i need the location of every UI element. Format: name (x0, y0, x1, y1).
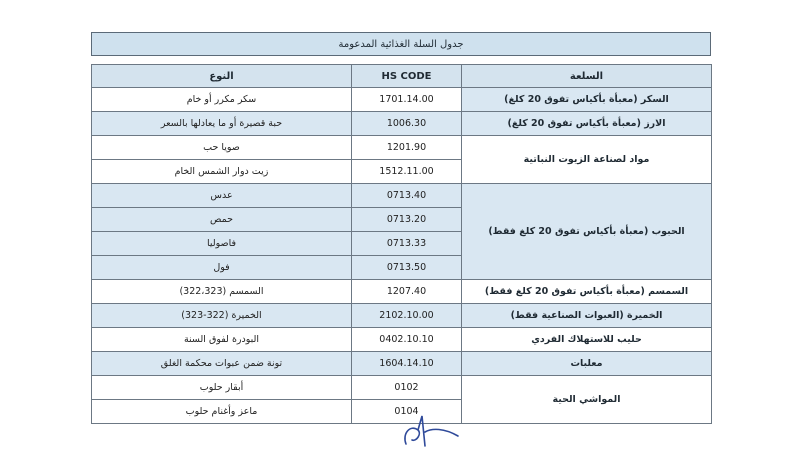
hs-cell: 0713.33 (352, 232, 462, 256)
table-row (92, 280, 712, 304)
hs-cell: 0402.10.10 (352, 328, 462, 352)
type-cell: السمسم (322،323) (92, 280, 352, 304)
item-cell: معلبات (462, 352, 712, 376)
table-row (92, 184, 712, 208)
type-cell: عدس (92, 184, 352, 208)
hs-cell: 0104 (352, 400, 462, 424)
header-item: السلعة (462, 65, 712, 88)
item-cell: مواد لصناعة الزيوت النباتية (462, 136, 712, 184)
table-row (92, 328, 712, 352)
item-cell: الارز (معبأة بأكياس تفوق 20 كلغ) (462, 112, 712, 136)
item-cell: السكر (معبأة بأكياس تفوق 20 كلغ) (462, 88, 712, 112)
item-cell: حليب للاستهلاك الفردي (462, 328, 712, 352)
item-cell: السمسم (معبأة بأكياس تفوق 20 كلغ فقط) (462, 280, 712, 304)
item-cell: الخميرة (العبوات الصناعية فقط) (462, 304, 712, 328)
header-type: النوع (92, 65, 352, 88)
hs-cell: 1207.40 (352, 280, 462, 304)
type-cell: البودرة لفوق السنة (92, 328, 352, 352)
table-row (92, 352, 712, 376)
type-cell: أبقار حلوب (92, 376, 352, 400)
hs-cell: 0713.20 (352, 208, 462, 232)
header-hs-code: HS CODE (352, 65, 462, 88)
hs-cell: 1604.14.10 (352, 352, 462, 376)
table-row (92, 112, 712, 136)
table-title: جدول السلة الغذائية المدعومة (91, 32, 711, 56)
hs-cell: 1512.11.00 (352, 160, 462, 184)
type-cell: الخميرة (322-323) (92, 304, 352, 328)
hs-cell: 2102.10.00 (352, 304, 462, 328)
hs-cell: 0102 (352, 376, 462, 400)
handwritten-signature (392, 410, 472, 450)
type-cell: فول (92, 256, 352, 280)
hs-cell: 1701.14.00 (352, 88, 462, 112)
item-cell: الحبوب (معبأة بأكياس تفوق 20 كلغ فقط) (462, 184, 712, 280)
table-row (92, 376, 712, 400)
type-cell: سكر مكرر أو خام (92, 88, 352, 112)
type-cell: تونة ضمن عبوات محكمة الغلق (92, 352, 352, 376)
hs-cell: 0713.40 (352, 184, 462, 208)
hs-cell: 1006.30 (352, 112, 462, 136)
item-cell: المواشي الحية (462, 376, 712, 424)
subsidized-food-basket-table (91, 64, 712, 424)
type-cell: فاصوليا (92, 232, 352, 256)
type-cell: ماعز وأغنام حلوب (92, 400, 352, 424)
type-cell: صويا حب (92, 136, 352, 160)
table-row (92, 88, 712, 112)
hs-cell: 1201.90 (352, 136, 462, 160)
table-row (92, 304, 712, 328)
type-cell: زيت دوار الشمس الخام (92, 160, 352, 184)
hs-cell: 0713.50 (352, 256, 462, 280)
type-cell: حمص (92, 208, 352, 232)
table-row (92, 136, 712, 160)
type-cell: حبة قصيرة أو ما يعادلها بالسعر (92, 112, 352, 136)
table-header-row (92, 65, 712, 88)
